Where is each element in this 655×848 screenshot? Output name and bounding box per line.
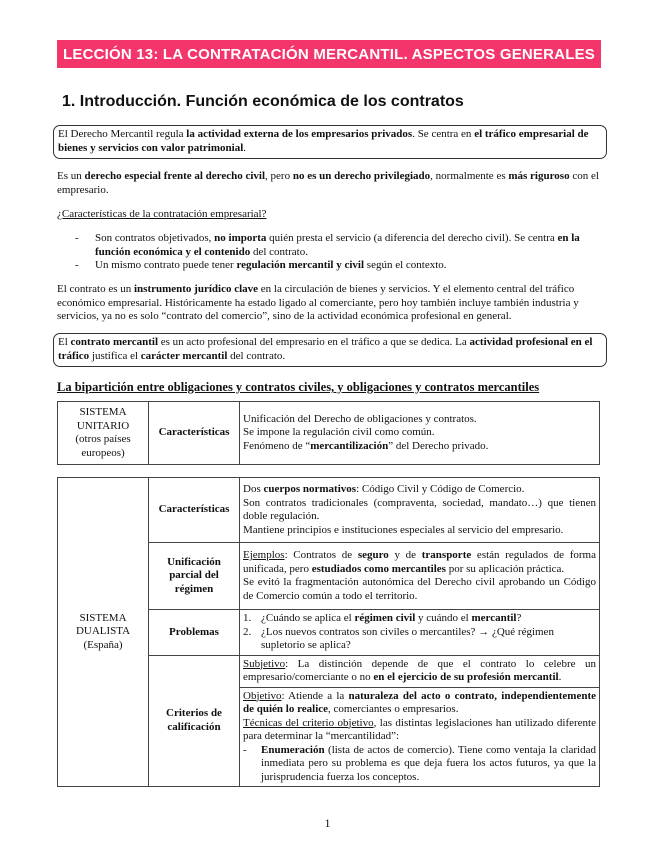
bipartition-heading: La bipartición entre obligaciones y contratos civiles, y obligaciones y contratos mercantiles: [57, 380, 540, 394]
list-item: - Son contratos objetivados, no importa quién presta el servicio (a diferencia del derecho civil). Se centra en la función económica y el contenido del contrato.: [75, 232, 580, 258]
partial-unification-key: Unificación parcial del régimen: [149, 543, 240, 610]
dualist-characteristics-content: Dos cuerpos normativos: Código Civil y Código de Comercio. Son contratos tradicionales (compraventa, sociedad, mandato…) que tienen doble regulación. Mantiene principios e instituciones especiales al servicio del empresario.: [240, 478, 600, 543]
problems-content: [240, 610, 600, 656]
problems-key: Problemas: [149, 610, 240, 656]
unitary-system-cell: SISTEMA UNITARIO (otros países europeos): [58, 402, 149, 465]
mercantile-contract-box: El contrato mercantil es un acto profesional del empresario en el tráfico a que se dedica. La actividad profesional en el tráfico justifica el carácter mercantil del contrato.: [53, 333, 607, 367]
objective-criterion: Objetivo: Atiende a la naturaleza del acto o contrato, independientemente de quién lo realice, comerciantes o empresarios. Técnicas del criterio objetivo, las distintas legislaciones han utilizado diferente para determinar la “mercantilidad”: - Enumeración (lista de actos de comercio). Tiene como ventaja la claridad inmediata pero su problema es que deja fuera los actos futuros, ya que la jurisprudencia fuerza los conceptos.: [243, 689, 597, 783]
intro-box: El Derecho Mercantil regula la actividad externa de los empresarios privados. Se centra en el tráfico empresarial de bienes y servicios con valor patrimonial.: [53, 125, 607, 159]
page-number: 1: [324, 816, 331, 830]
list-item: - Un mismo contrato puede tener regulación mercantil y civil según el contexto.: [75, 259, 447, 271]
dualist-characteristics-key: Características: [149, 478, 240, 543]
qualification-criteria-key: Criterios de calificación: [149, 655, 240, 787]
list-item: 2. ¿Los nuevos contratos son civiles o mercantiles? → ¿Qué régimen supletorio se aplica?: [243, 625, 554, 651]
unitary-key-cell: Características: [149, 402, 240, 465]
lesson-title-banner: LECCIÓN 13: LA CONTRATACIÓN MERCANTIL. ASPECTOS GENERALES: [57, 40, 601, 68]
section-heading: 1. Introducción. Función económica de los contratos: [62, 93, 464, 110]
paragraph-contract-instrument: El contrato es un instrumento jurídico clave en la circulación de bienes y servicios. Y el elemento central del tráfico económico empresarial. Históricamente ha estado ligado al comerciante, pero hoy también incluye también industria y servicios, ya no es solo “contrato del comercio”, sino de la actividad económica profesional en general.: [57, 283, 579, 322]
dualist-system-cell: SISTEMA DUALISTA (España): [58, 478, 149, 787]
dualist-system-table: [57, 477, 600, 787]
partial-unification-content: Ejemplos: Contratos de seguro y de transporte están regulados de forma unificada, pero estudiados como mercantiles por su aplicación práctica. Se evitó la fragmentación autonómica del Derecho civil aprobando un Código de Comercio común a todo el territorio.: [240, 543, 600, 610]
question-link: ¿Características de la contratación empresarial?: [57, 208, 267, 220]
subjective-criterion: Subjetivo: La distinción depende de que el contrato lo celebre un empresario/comerciante o no en el ejercicio de su profesión mercantil.: [240, 656, 599, 688]
list-item: 1. ¿Cuándo se aplica el régimen civil y cuándo el mercantil?: [243, 612, 522, 624]
qualification-criteria-content: [240, 655, 600, 787]
unitary-content-cell: Unificación del Derecho de obligaciones y contratos. Se impone la regulación civil como común. Fenómeno de “mercantilización” del Derecho privado.: [240, 402, 600, 465]
list-item: - Enumeración (lista de actos de comercio). Tiene como ventaja la claridad inmediata pero su problema es que deja fuera los actos futuros, ya que la jurisprudencia fuerza los conceptos.: [243, 743, 596, 783]
characteristics-list: [75, 232, 599, 273]
unitary-system-table: [57, 401, 600, 465]
paragraph-special-law: Es un derecho especial frente al derecho civil, pero no es un derecho privilegiado, normalmente es más riguroso con el empresario.: [57, 170, 599, 196]
